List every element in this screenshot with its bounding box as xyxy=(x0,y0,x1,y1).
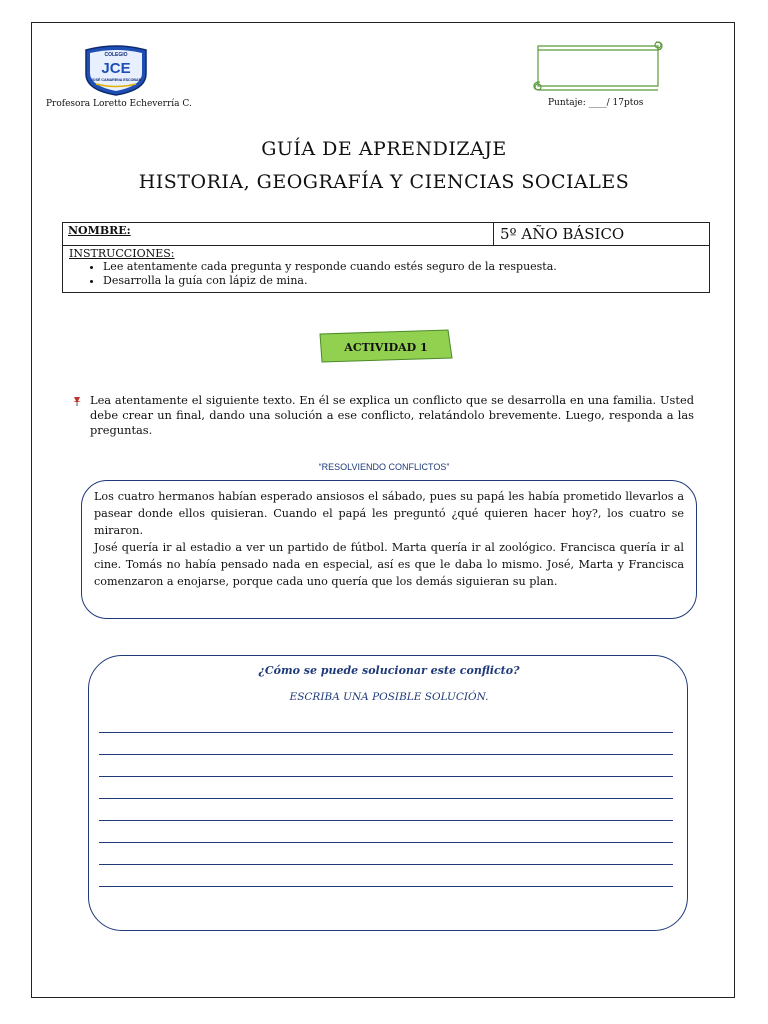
info-row xyxy=(63,223,709,246)
instructions-title: INSTRUCCIONES: xyxy=(69,247,175,260)
intro-text: Lea atentamente el siguiente texto. En él se explica un conflicto que se desarrolla en una familia. Usted debe crear un final, dando una solución a ese conflicto, relatándolo brevemente. Luego, responda a las preguntas. xyxy=(90,393,694,437)
answer-instruction: ESCRIBA UNA POSIBLE SOLUCIÓN. xyxy=(289,691,489,703)
answer-line[interactable] xyxy=(99,754,673,755)
answer-line[interactable] xyxy=(99,820,673,821)
activity-instructions xyxy=(72,393,694,438)
pushpin-bullet-icon xyxy=(72,396,82,406)
story-paragraph: José quería ir al estadio a ver un partido de fútbol. Marta quería ir al zoológico. Francisca quería ir al cine. Tomás no había pensado nada en especial, así es que le daba lo mismo. José, Marta y Francisca comenzaron a enojarse, porque cada uno quería que los demás siguieran su plan. xyxy=(94,541,684,588)
question-text: ¿Cómo se puede solucionar este conflicto? xyxy=(258,664,520,677)
answer-line[interactable] xyxy=(99,776,673,777)
instructions-list xyxy=(69,260,703,288)
grade-label: 5º AÑO BÁSICO xyxy=(500,225,625,243)
guide-title: GUÍA DE APRENDIZAJE xyxy=(261,138,507,160)
student-info-box xyxy=(62,222,710,293)
school-logo xyxy=(80,44,152,96)
story-box xyxy=(81,480,697,619)
answer-line[interactable] xyxy=(99,842,673,843)
instructions-section xyxy=(63,246,709,292)
teacher-name: Profesora Loretto Echeverría C. xyxy=(46,99,192,109)
subject-title: HISTORIA, GEOGRAFÍA Y CIENCIAS SOCIALES xyxy=(138,171,630,193)
activity-badge xyxy=(318,328,454,364)
score-field: Puntaje: ____/ 17ptos xyxy=(548,98,644,108)
score-scroll-icon xyxy=(528,38,668,92)
svg-text:ACTIVIDAD 1: ACTIVIDAD 1 xyxy=(344,341,428,354)
answer-line[interactable] xyxy=(99,864,673,865)
svg-text:COLEGIO: COLEGIO xyxy=(104,52,128,58)
answer-box xyxy=(88,655,688,931)
story-paragraph: Los cuatro hermanos habían esperado ansiosos el sábado, pues su papá les había prometido llevarlos a pasear donde ellos quisieran. Cuando el papá les preguntó ¿qué quieren hacer hoy?, los cuatro se miraron. xyxy=(94,490,684,537)
answer-line[interactable] xyxy=(99,886,673,887)
name-label: NOMBRE: xyxy=(68,224,131,237)
svg-text:JOSÉ CAMARENA ESCOBAR: JOSÉ CAMARENA ESCOBAR xyxy=(90,78,142,82)
name-field[interactable] xyxy=(63,223,494,245)
answer-line[interactable] xyxy=(99,798,673,799)
instruction-item: • Desarrolla la guía con lápiz de mina. xyxy=(103,274,703,288)
story-title: “RESOLVIENDO CONFLICTOS” xyxy=(318,462,450,472)
instruction-item: • Lee atentamente cada pregunta y responde cuando estés seguro de la respuesta. xyxy=(103,260,703,274)
answer-line[interactable] xyxy=(99,732,673,733)
svg-text:JCE: JCE xyxy=(101,60,131,77)
